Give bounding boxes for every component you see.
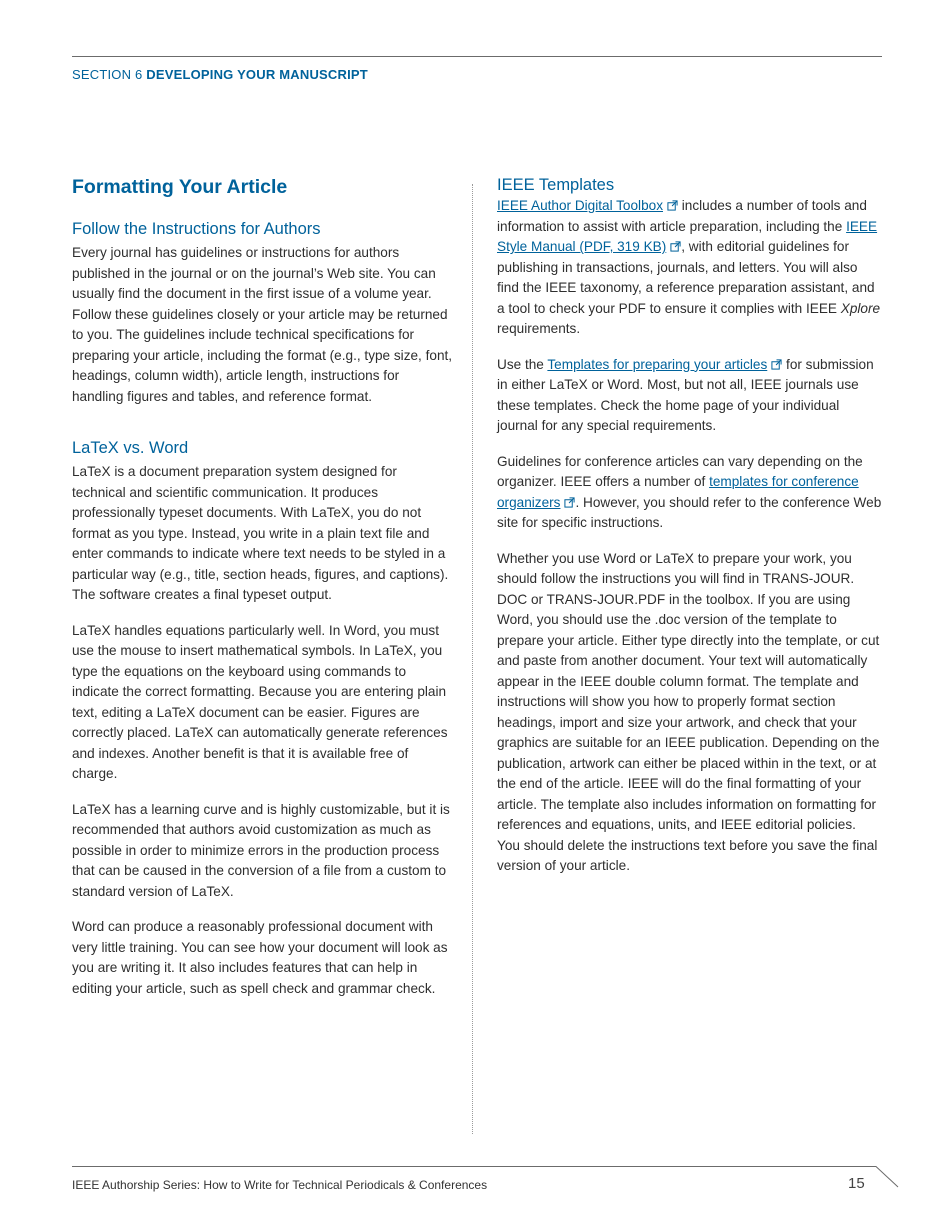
link-author-digital-toolbox[interactable]: IEEE Author Digital Toolbox (497, 198, 663, 213)
paragraph-instructions: Every journal has guidelines or instructions for authors published in the journal or on the journal’s Web site. You can usually find the document in the first issue of a volume year. Follow these guidelines closely or your article may be returned to you. The guidelines include technical specifications for preparing your article, including the format (e.g., type size, font, headings, column width), article length, instructions for handling figures and tables, and reference format. (72, 245, 453, 404)
heading-ieee-templates: IEEE Templates (497, 176, 615, 194)
external-link-icon[interactable] (670, 241, 681, 252)
heading-latex-vs-word: LaTeX vs. Word (72, 439, 189, 457)
paragraph-word: Word can produce a reasonably professional document with very little training. You can see how your document will look as you are writing it. It also includes features that can help in editing your article, such as spell check and grammar check. (72, 919, 448, 996)
paragraph-toolbox: IEEE Author Digital Toolbox includes a number of tools and information to assist with article preparation, including the IEEE Style Manual (PDF, 319 KB) , with editorial guidelines for publishing in transactions, journals, and letters. You will also find the IEEE taxonomy, a reference preparation assistant, and a tool to check your PDF to ensure it complies with IEEE Xplore requirements. (497, 198, 881, 336)
section-label (72, 67, 368, 82)
page-corner-mark (874, 1166, 900, 1188)
paragraph-latex-equations: LaTeX handles equations particularly well. In Word, you must use the mouse to insert mathematical symbols. In LaTeX, you type the equations on the keyboard using commands to indicate the correct formatting. Because you are entering plain text, editing a LaTeX document can be easier. Figures are correctly placed. LaTeX can automatically generate references and indexes. Another benefit is that it is available free of charge. (72, 622, 448, 781)
heading-instructions: Follow the Instructions for Authors (72, 220, 321, 238)
footer-series-title: IEEE Authorship Series: How to Write for Technical Periodicals & Conferences (72, 1178, 488, 1192)
link-style-manual[interactable]: IEEE Style Manual (PDF, 319 KB) (497, 218, 878, 254)
section-number: SECTION 6 (72, 67, 143, 82)
external-link-icon[interactable] (667, 200, 678, 211)
paragraph-latex-customization: LaTeX has a learning curve and is highly customizable, but it is recommended that authors avoid customization as much as possible in order to minimize errors in the production process that can be caused in the conversion of a file from a custom to standard version of LaTeX. (72, 801, 450, 899)
external-link-icon[interactable] (564, 497, 575, 508)
paragraph-word-or-latex: Whether you use Word or LaTeX to prepare your work, you should follow the instructions you will find in TRANS-JOUR. DOC or TRANS-JOUR.PDF in the toolbox. If you are using Word, you should use the .doc version of the template to prepare your article. Either type directly into the template, or cut and paste from another document. Your text will automatically appear in the IEEE double column format. The template and instructions will show you how to properly format section headings, import and size your artwork, and check that your graphics are suitable for an IEEE publication. Depending on the publication, artwork can either be placed within in the text, or at the end of the article. IEEE will do the final formatting of your article. The template also includes information on formatting for references and equations, units, and IEEE editorial policies. You should delete the instructions text before you save the final version of your article. (497, 550, 880, 873)
footer-rule (72, 1166, 876, 1167)
header-rule (72, 56, 882, 57)
external-link-icon[interactable] (771, 359, 782, 370)
right-column (497, 174, 882, 877)
link-conference-templates[interactable]: templates for conference organizers (497, 474, 859, 510)
page-title: Formatting Your Article (72, 176, 288, 198)
section-title: DEVELOPING YOUR MANUSCRIPT (146, 67, 368, 82)
left-column (72, 174, 454, 999)
column-divider (472, 184, 473, 1134)
paragraph-templates: Use the Templates for preparing your articles for submission in either LaTeX or Word. Most, but not all, IEEE journals use these templates. Check the home page of your individual journal for any special requirements. (497, 356, 874, 433)
paragraph-conference: Guidelines for conference articles can vary depending on the organizer. IEEE offers a number of templates for conference organizers . However, you should refer to the conference Web site for specific instructions. (497, 453, 882, 530)
link-templates-preparing-articles[interactable]: Templates for preparing your articles (547, 356, 768, 372)
page-number: 15 (848, 1175, 865, 1192)
paragraph-latex-intro: LaTeX is a document preparation system designed for technical and scientific communication. It produces professionally typeset documents. With LaTeX, you do not format as you type. Instead, you write in a plain text file and enter commands to indicate where text needs to be styled in a particular way (e.g., title, section heads, figures, and captions). The software creates a final typeset output. (72, 464, 449, 602)
